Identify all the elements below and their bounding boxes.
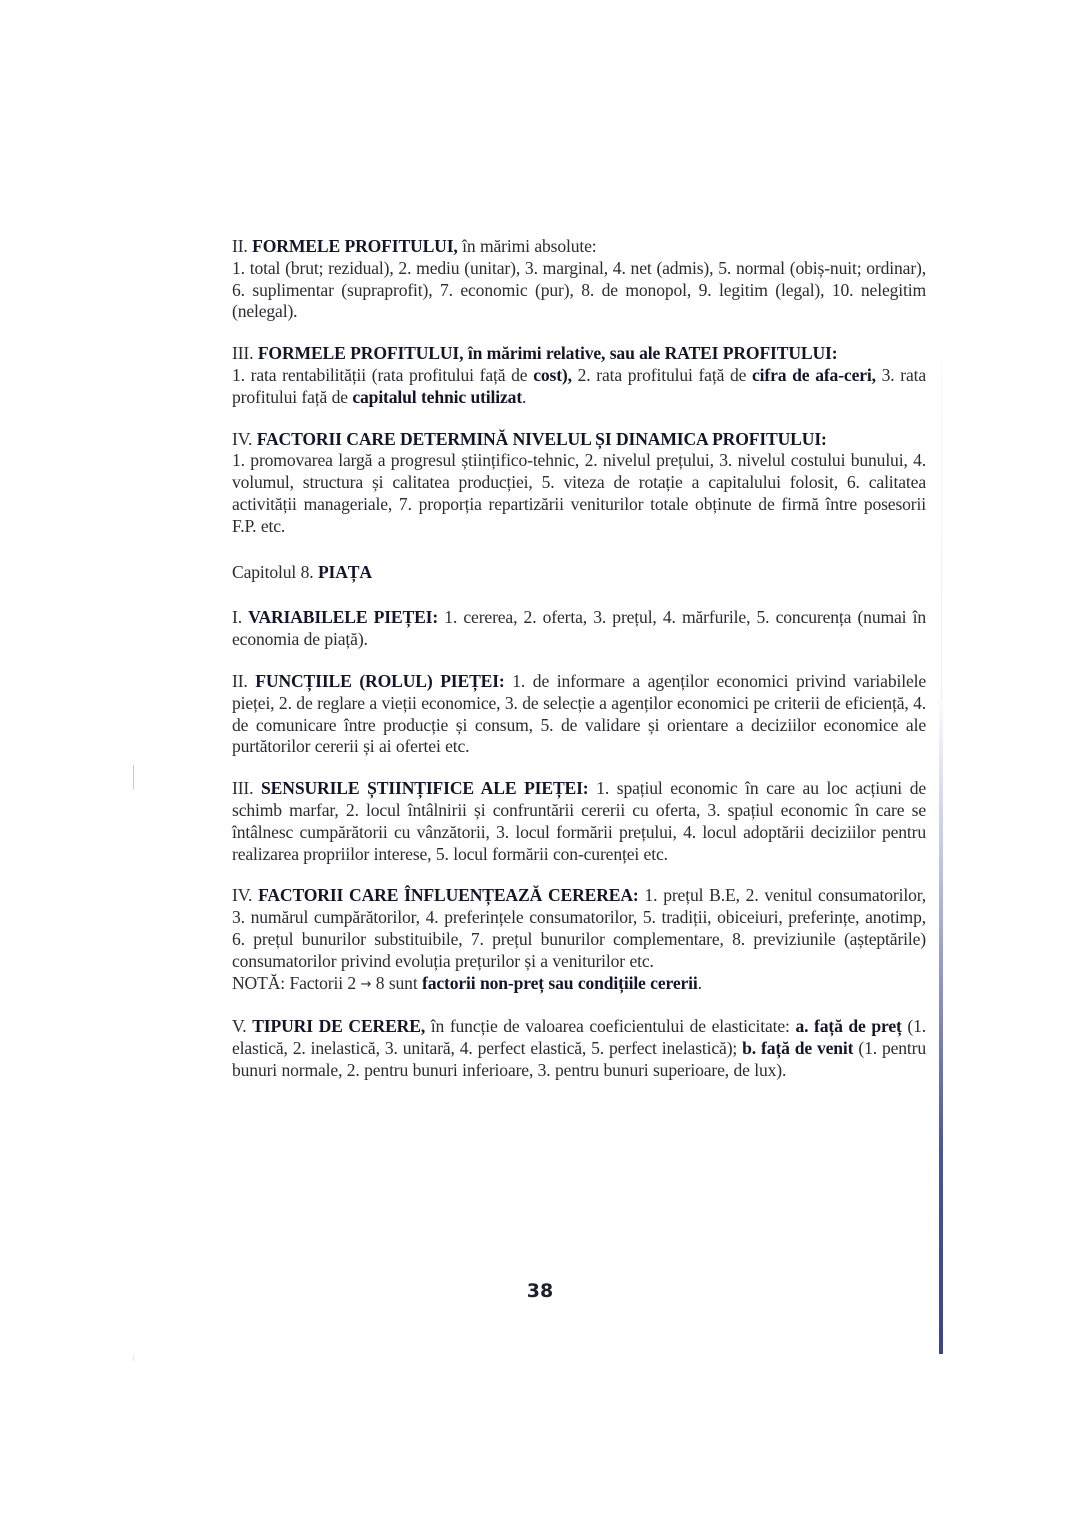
section-text bbox=[232, 258, 926, 323]
body-bold: capitalul tehnic utilizat bbox=[352, 386, 523, 407]
heading-bold: FORMELE PROFITULUI, în mărimi relative, sau ale RATEI PROFITULUI: bbox=[257, 343, 838, 364]
section-demand-factors bbox=[232, 885, 926, 996]
page-number: 38 bbox=[526, 1280, 554, 1302]
roman-numeral: III. bbox=[232, 343, 258, 364]
note-label: NOTĂ: Factorii 2 bbox=[232, 972, 361, 993]
section-heading bbox=[232, 343, 926, 365]
roman-numeral: V. bbox=[232, 1016, 253, 1037]
page-body bbox=[232, 236, 926, 1082]
arrow-right-icon: → bbox=[360, 976, 372, 992]
scan-artifact bbox=[133, 1355, 134, 1361]
note-text: . bbox=[697, 972, 702, 993]
section-profit-forms-absolute bbox=[232, 236, 926, 323]
page-edge-shadow bbox=[941, 200, 942, 700]
roman-numeral: I. bbox=[232, 607, 249, 628]
heading-bold: FACTORII CARE DETERMINĂ NIVELUL ȘI DINAMICA PROFITULUI: bbox=[256, 428, 827, 449]
body-text: 1. spațiul economic în care au loc acțiuni de schimb marfar, 2. locul întâlnirii și confruntării cererii cu oferta, 3. spațiul economic în care se întâlnesc cumpărătorii cu vânzătorii, 3. locul formării prețului, 4. locul adoptării deciziilor pentru realizarea propriilor interese, 5. locul formării con-curenței etc. bbox=[232, 778, 927, 864]
body-text: 1. rata rentabilității (rata profitului față de bbox=[232, 364, 534, 385]
body-text: 3. rata profitului față de bbox=[232, 364, 927, 407]
body-text: 1. de informare a agenților economici privind variabilele pieței, 2. de reglare a vieții economice, 3. de selecție a agenților economici pe criterii de eficiență, 4. de comunicare între producție și consum, 5. de validare și orientare a deciziilor economice ale purtătorilor cererii și ai ofertei etc. bbox=[232, 670, 926, 757]
body-text: (1. pentru bunuri normale, 2. pentru bunuri inferioare, 3. pentru bunuri superioare, de lux). bbox=[232, 1038, 926, 1080]
scan-artifact bbox=[133, 765, 134, 789]
heading-bold: SENSURILE ȘTIINȚIFICE ALE PIEȚEI: bbox=[261, 778, 589, 799]
heading-bold: FUNCȚIILE (ROLUL) PIEȚEI: bbox=[255, 670, 505, 691]
section-profit-forms-relative bbox=[232, 343, 926, 408]
roman-numeral: III. bbox=[232, 778, 262, 799]
roman-numeral: IV. bbox=[232, 885, 259, 906]
chapter-label: Capitolul 8. bbox=[232, 561, 318, 582]
heading-bold: FORMELE PROFITULUI, bbox=[252, 236, 458, 256]
note-line bbox=[232, 973, 926, 997]
roman-numeral: II. bbox=[232, 236, 253, 256]
section-demand-types bbox=[232, 1016, 926, 1081]
chapter-title: PIAȚA bbox=[317, 561, 372, 582]
section-heading bbox=[232, 429, 926, 451]
body-bold: a. față de preț bbox=[795, 1016, 902, 1037]
body-bold: b. față de venit bbox=[742, 1038, 854, 1059]
body-bold: cifra de afa-ceri, bbox=[752, 364, 876, 385]
body-text: (1. elastică, 2. inelastică, 3. unitară, 4. perfect elastică, 5. perfect inelastică); bbox=[232, 1016, 926, 1059]
body-text: în funcție de valoarea coeficientului de elasticitate: bbox=[425, 1016, 796, 1037]
note-text: 8 sunt bbox=[371, 972, 423, 993]
body-text: 1. promovarea largă a progresul științifico-tehnic, 2. nivelul prețului, 3. nivelul costului bunului, 4. volumul, structura și calitatea producției, 5. viteza de rotație a capitalului folosit, 6. calitatea activității manageriale, 7. proporția repartizării veniturilor totale obținute de firmă între posesorii F.P. etc. bbox=[232, 450, 926, 536]
body-bold: cost), bbox=[533, 364, 572, 385]
section-market-functions bbox=[232, 671, 926, 758]
heading-suffix: în mărimi absolute: bbox=[457, 236, 597, 256]
section-heading bbox=[232, 236, 926, 258]
roman-numeral: II. bbox=[232, 670, 256, 691]
section-market-variables bbox=[232, 607, 926, 651]
heading-bold: VARIABILELE PIEȚEI: bbox=[248, 607, 439, 628]
section-market-meanings bbox=[232, 778, 926, 865]
page-binding-edge bbox=[939, 690, 943, 1354]
body-text: 2. rata profitului față de bbox=[571, 364, 753, 385]
heading-bold: FACTORII CARE ÎNFLUENȚEAZĂ CEREREA: bbox=[258, 885, 639, 906]
roman-numeral: IV. bbox=[232, 428, 257, 449]
note-bold: factorii non-preț sau condițiile cererii bbox=[422, 972, 698, 993]
chapter-heading bbox=[232, 562, 926, 584]
body-text: 1. total (brut; rezidual), 2. mediu (unitar), 3. marginal, 4. net (admis), 5. normal (obiș-nuit; ordinar), 6. suplimentar (supraprofit), 7. economic (pur), 8. de monopol, 9. legitim (legal), 10. nelegitim (nelegal). bbox=[232, 257, 926, 322]
body-text: 1. cererea, 2. oferta, 3. prețul, 4. mărfurile, 5. concurența (numai în economia de piață). bbox=[232, 607, 926, 650]
body-text: . bbox=[522, 386, 527, 407]
heading-bold: TIPURI DE CERERE, bbox=[252, 1016, 426, 1037]
section-profit-factors bbox=[232, 429, 926, 538]
body-text: 1. prețul B.E, 2. venitul consumatorilor, 3. numărul cumpărătorilor, 4. preferințele consumatorilor, 5. tradiții, obiceiuri, preferințe, anotimp, 6. prețul bunurilor substituibile, 7. prețul bunurilor complementare, 8. previziunile (așteptările) consumatorilor privind evoluția prețurilor și a veniturilor etc. bbox=[232, 885, 926, 971]
section-text bbox=[232, 365, 926, 409]
section-text bbox=[232, 885, 926, 972]
section-text bbox=[232, 450, 926, 537]
